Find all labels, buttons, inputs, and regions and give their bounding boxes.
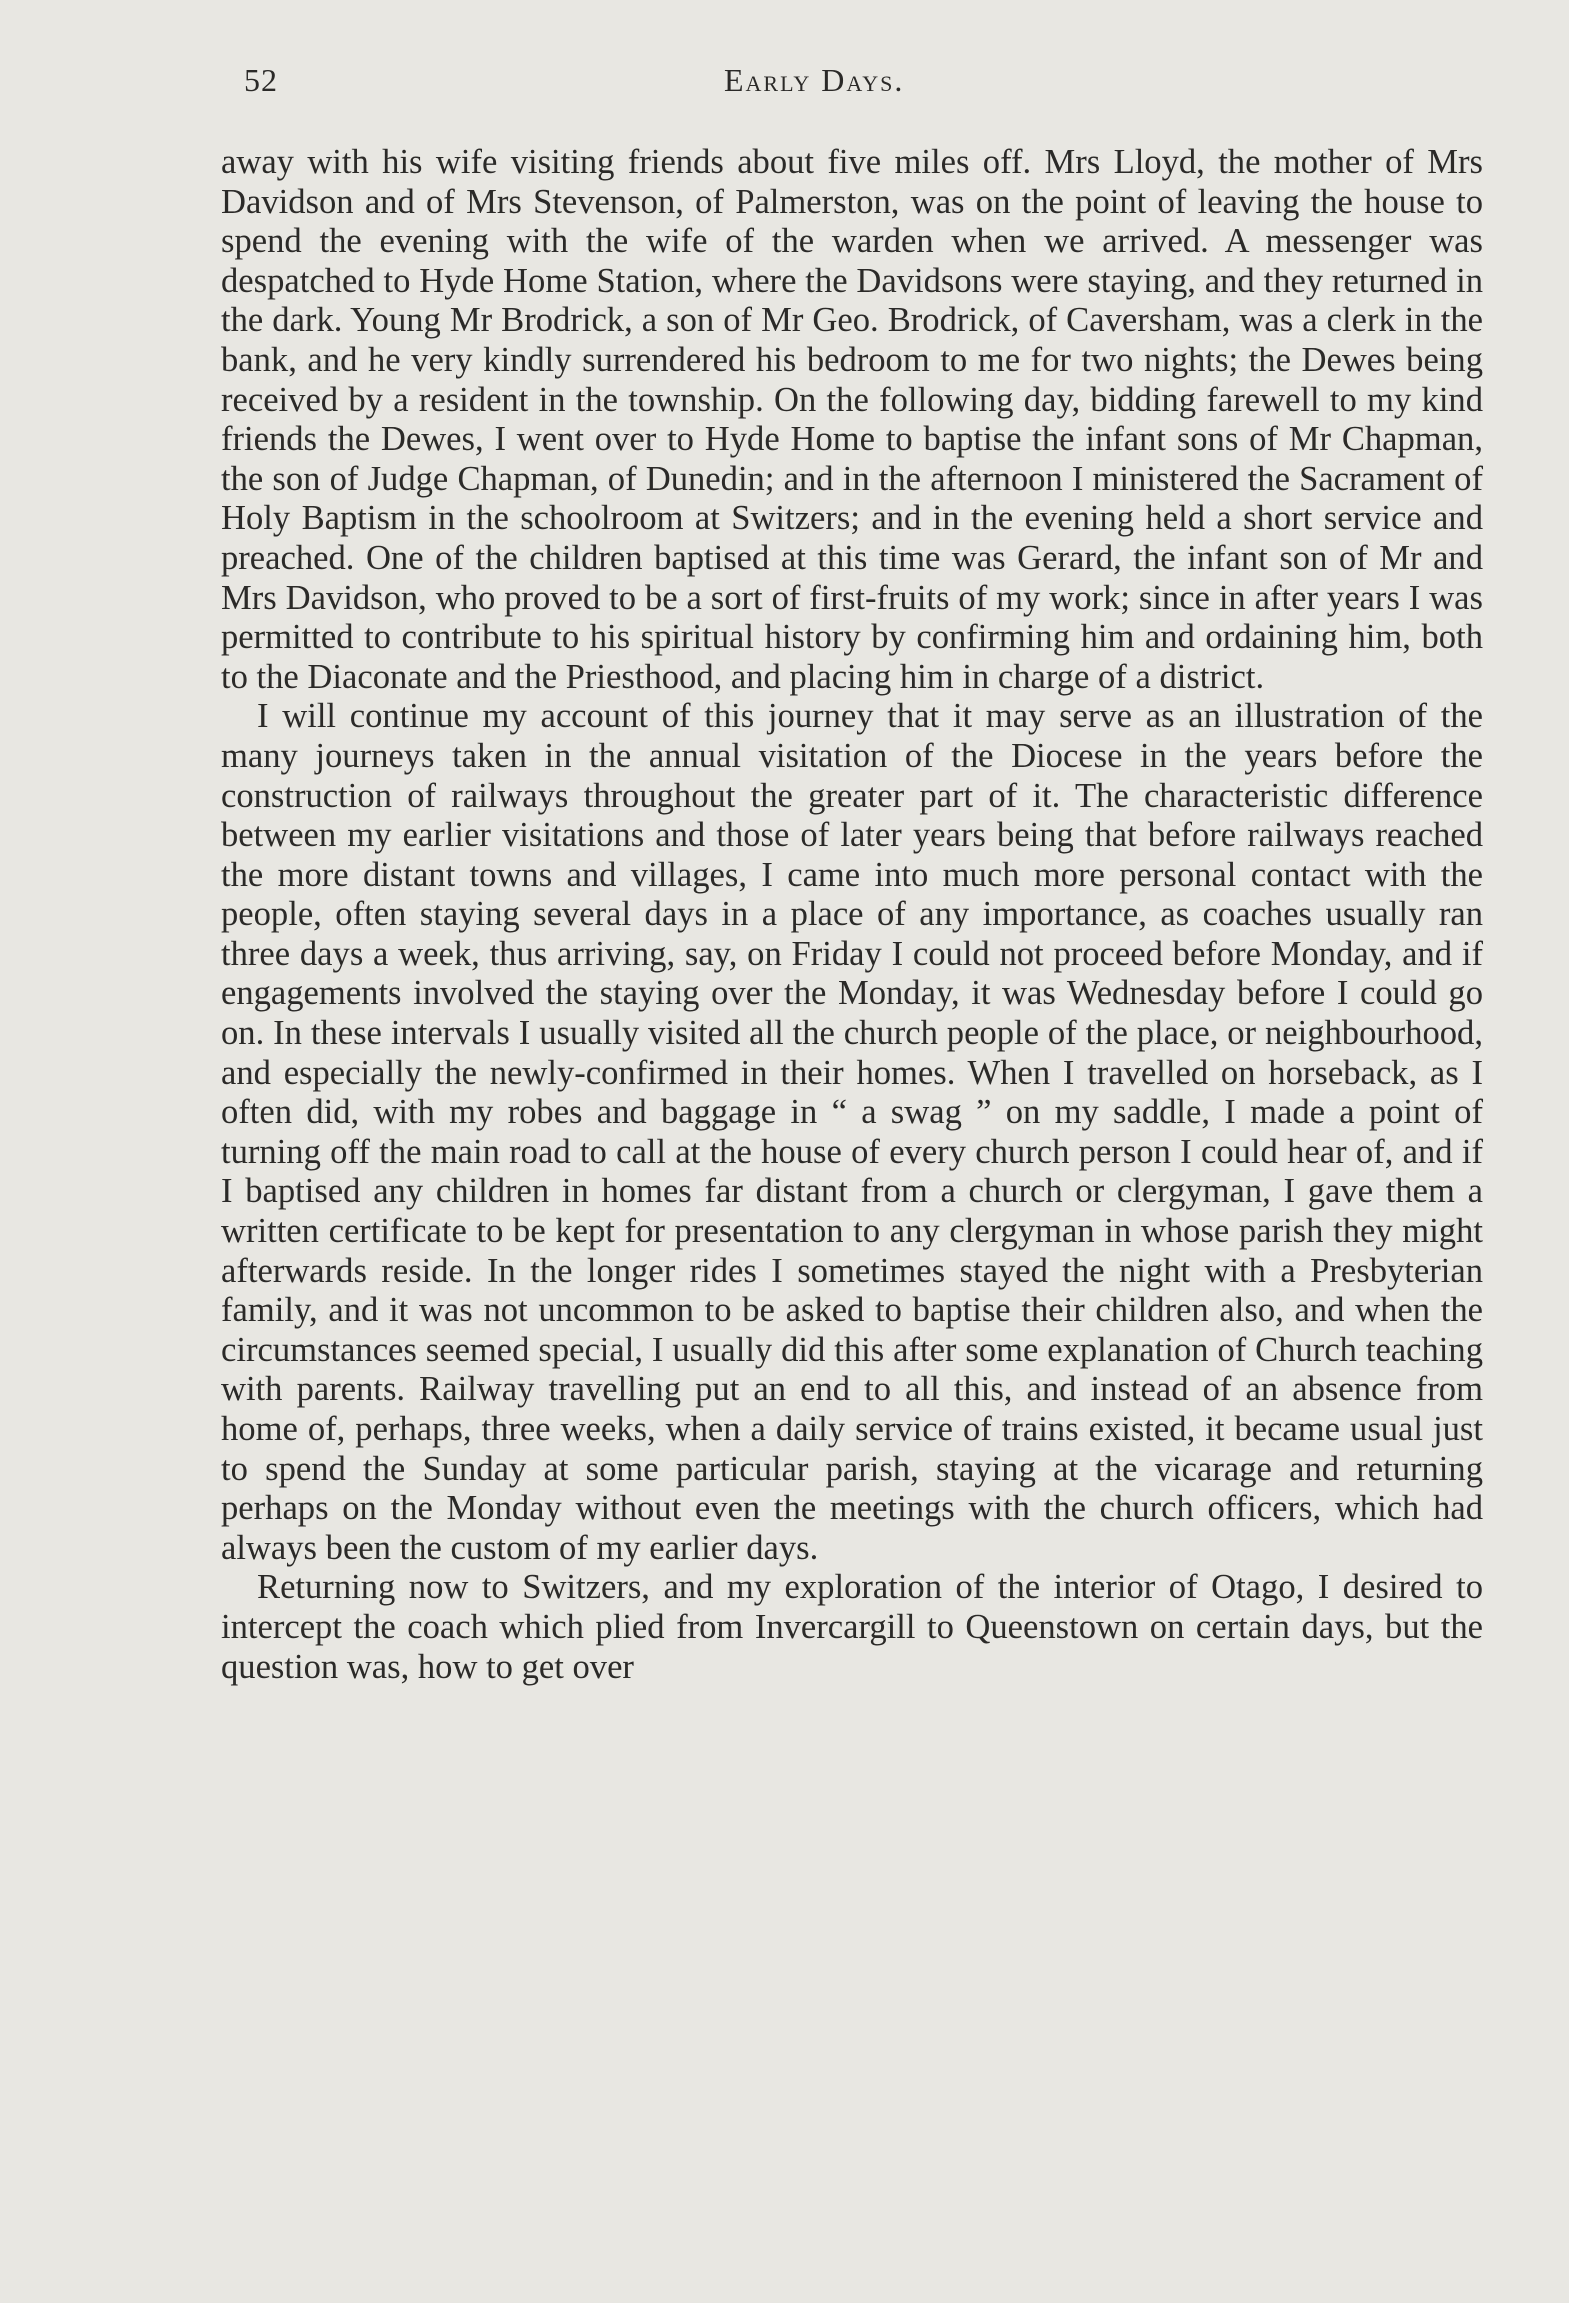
paragraph-continuation: away with his wife visiting friends about five miles off. Mrs Lloyd, the mother of Mrs Davidson and of Mrs Stevenson, of Palmerston, was on the point of leaving the house to spend the evening with the wife of the warden when we arrived. A messenger was despatched to Hyde Home Station, where the Davidsons were staying, and they returned in the dark. Young Mr Brodrick, a son of Mr Geo. Brodrick, of Caversham, was a clerk in the bank, and he very kindly surrendered his bedroom to me for two nights; the Dewes being received by a resident in the township. On the following day, bidding farewell to my kind friends the Dewes, I went over to Hyde Home to baptise the infant sons of Mr Chapman, the son of Judge Chapman, of Dunedin; and in the afternoon I ministered the Sacrament of Holy Baptism in the schoolroom at Switzers; and in the evening held a short service and preached. One of the children baptised at this time was Gerard, the infant son of Mr and Mrs Davidson, who proved to be a sort of first-fruits of my work; since in after years I was permitted to contribute to his spiritual history by confirming him and ordaining him, both to the Diaconate and the Priesthood, and placing him in charge of a district. [221,143,1483,696]
page-number: 52 [244,62,278,98]
paragraph-journey-account: I will continue my account of this journey that it may serve as an illustration of the many journeys taken in the annual visitation of the Diocese in the years before the construction of railways throughout the greater part of it. The characteristic difference between my earlier visitations and those of later years being that before railways reached the more distant towns and villages, I came into much more personal contact with the people, often staying several days in a place of any importance, as coaches usually ran three days a week, thus arriving, say, on Friday I could not proceed before Monday, and if engagements involved the staying over the Monday, it was Wednesday before I could go on. In these intervals I usually visited all the church people of the place, or neighbourhood, and especially the newly-confirmed in their homes. When I travelled on horseback, as I often did, with my robes and baggage in “ a swag ” on my saddle, I made a point of turning off the main road to call at the house of every church person I could hear of, and if I baptised any children in homes far distant from a church or clergyman, I gave them a written certificate to be kept for presentation to any clergyman in whose parish they might afterwards reside. In the longer rides I sometimes stayed the night with a Presbyterian family, and it was not uncommon to be asked to baptise their children also, and when the circumstances seemed special, I usually did this after some explanation of Church teaching with parents. Railway travelling put an end to all this, and instead of an absence from home of, perhaps, three weeks, when a daily service of trains existed, it became usual just to spend the Sunday at some particular parish, staying at the vicarage and returning perhaps on the Monday without even the meetings with the church officers, which had always been the custom of my earlier days. [221,697,1483,1567]
running-head-title: Early Days. [724,62,905,98]
paragraph-returning-switzers: Returning now to Switzers, and my exploration of the interior of Otago, I desired to intercept the coach which plied from Invercargill to Queenstown on certain days, but the question was, how to get over [221,1568,1483,1686]
body-text [221,143,1483,1687]
